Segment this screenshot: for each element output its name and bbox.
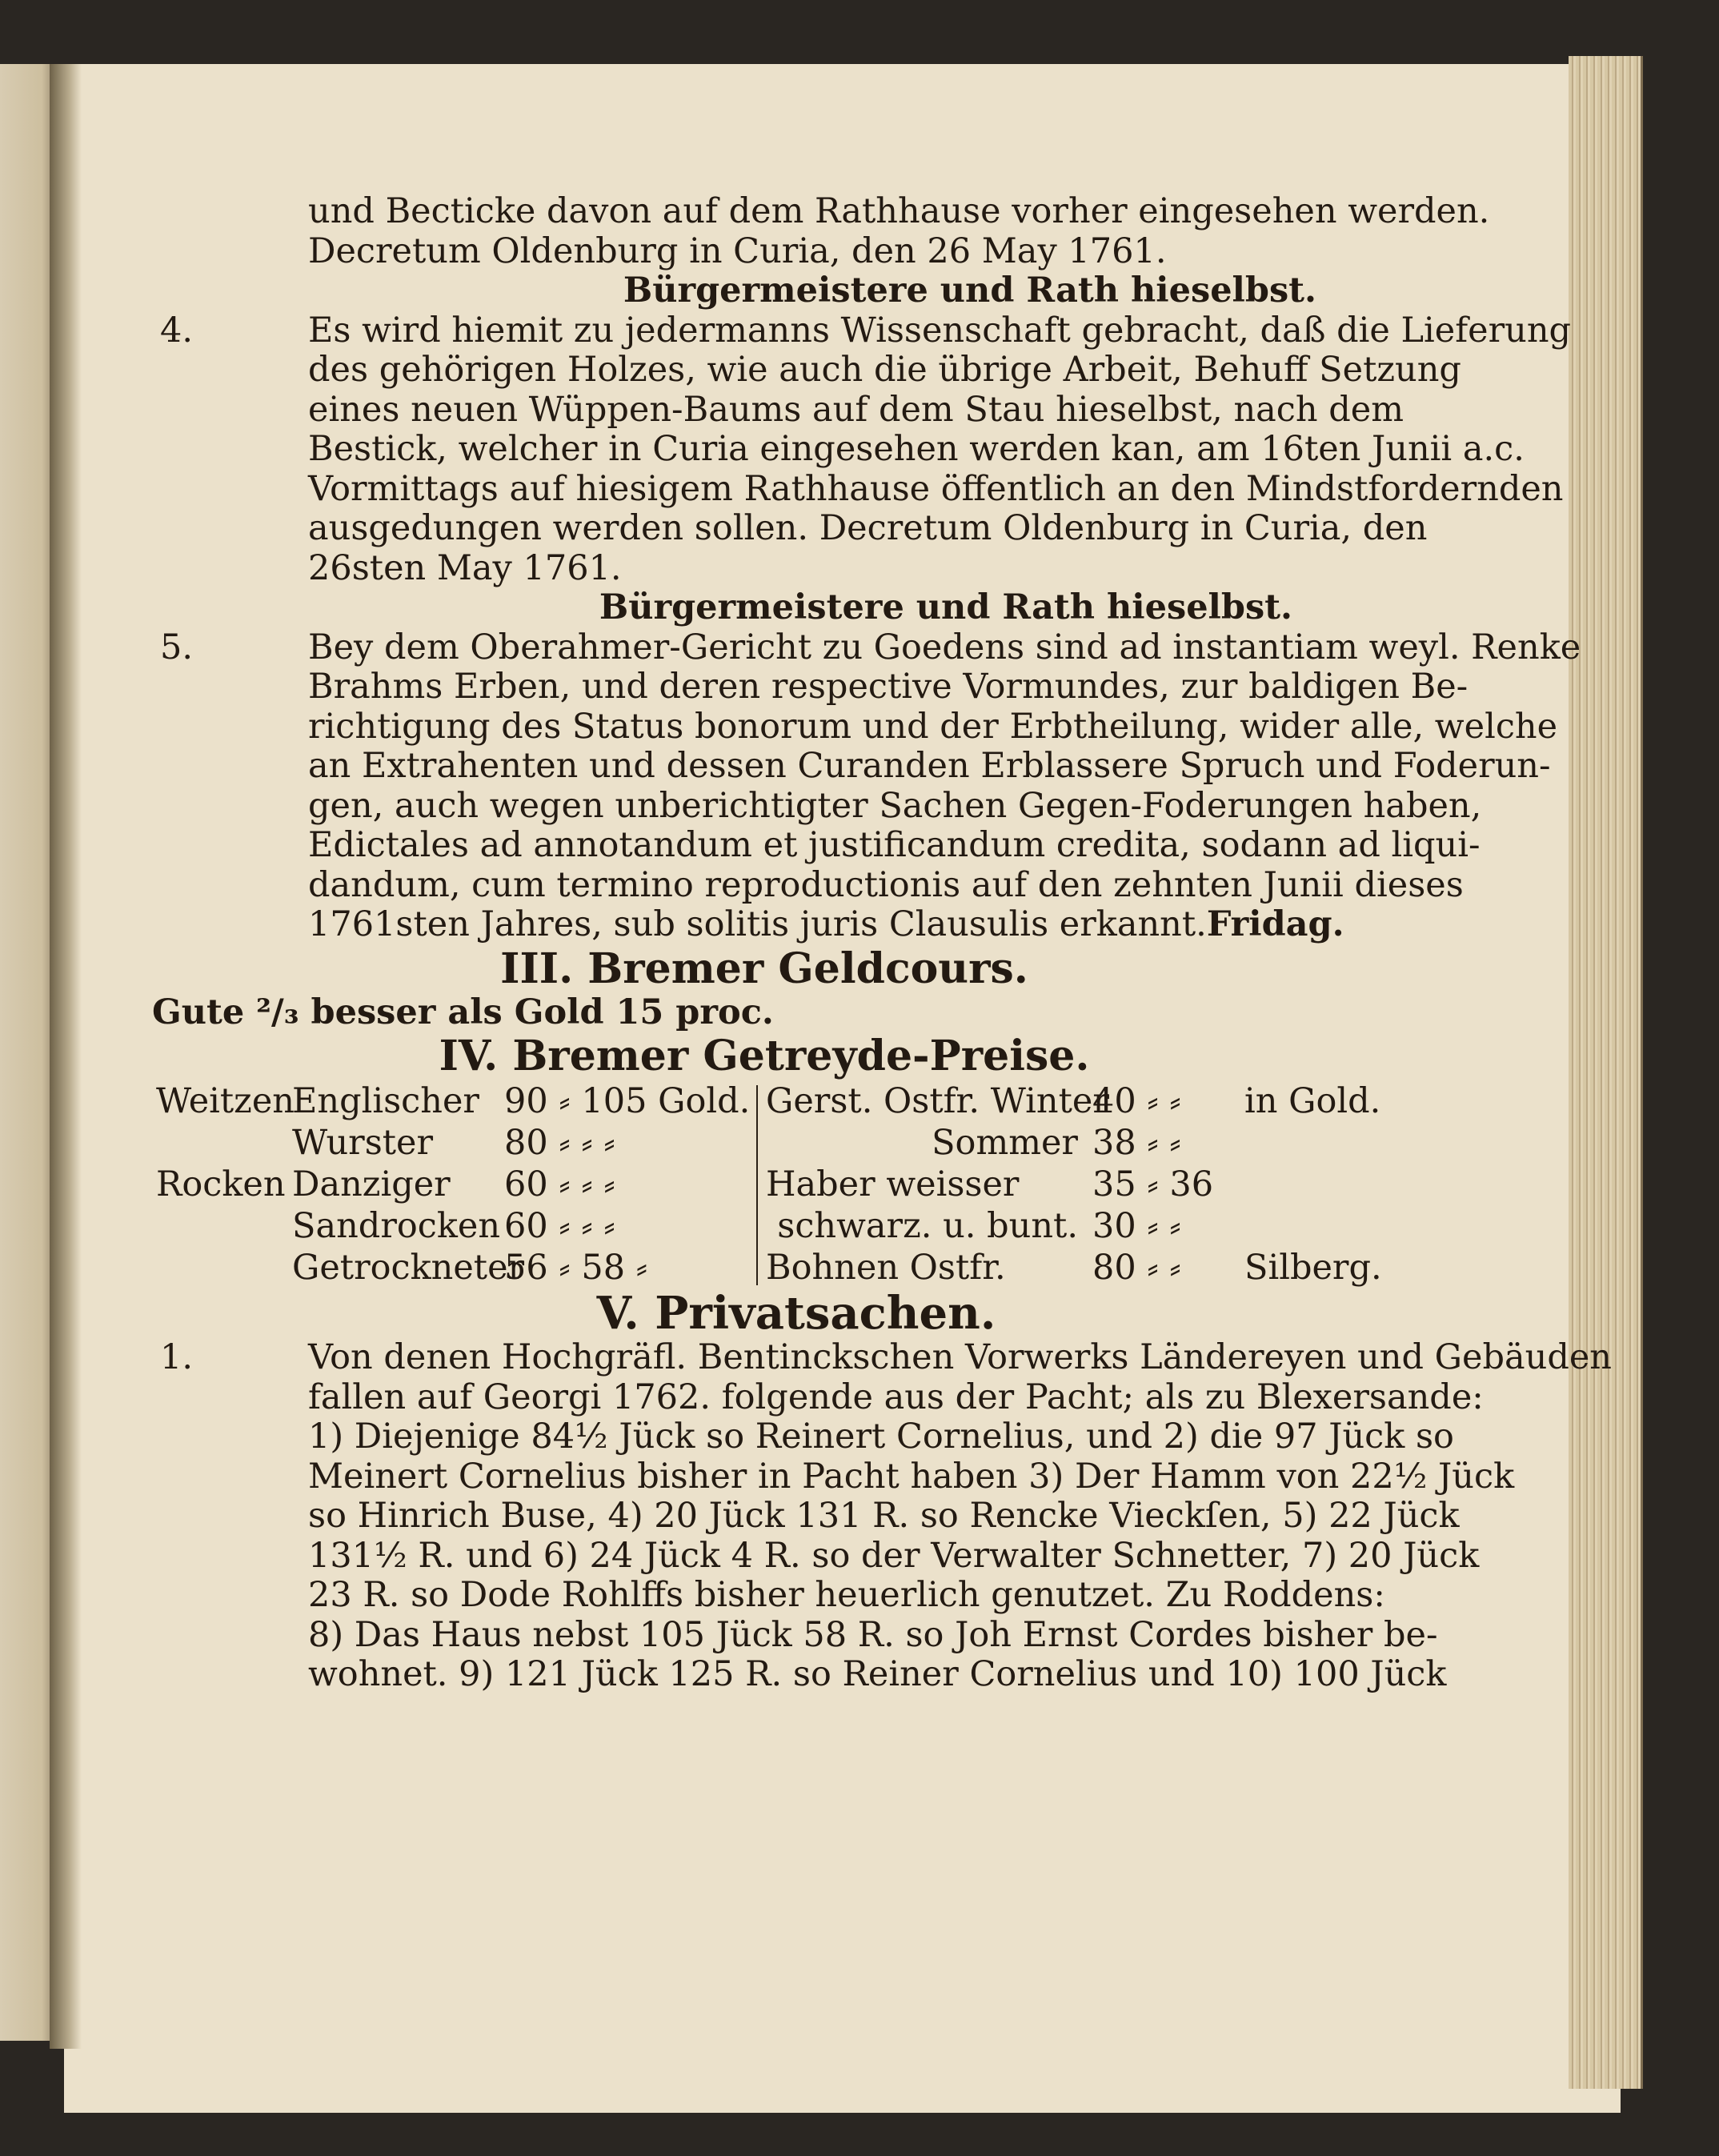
text-line: dandum, cum termino reproductionis auf den zehnten Junii dieses xyxy=(308,864,1464,905)
text-line: wohnet. 9) 121 Jück 125 R. so Reiner Cornelius und 10) 100 Jück xyxy=(308,1654,1447,1694)
section-heading-5: V. Privatsachen. xyxy=(596,1287,996,1340)
text-line: Brahms Erben, und deren respective Vormundes, zur baldigen Be- xyxy=(308,667,1469,707)
price-column-right xyxy=(766,1080,1382,1288)
text-line: des gehörigen Holzes, wie auch die übrige Arbeit, Behuff Setzung xyxy=(308,350,1461,390)
text-line: fallen auf Georgi 1762. folgende aus der Pacht; als zu Blexersande: xyxy=(308,1377,1484,1417)
text-line: gen, auch wegen unberichtigter Sachen Gegen-Foderungen haben, xyxy=(308,785,1482,826)
text-line: 26sten May 1761. xyxy=(308,547,622,588)
price-row: Sommer 38 ⸗ ⸗ xyxy=(932,1123,1181,1163)
signature: Bürgermeistere und Rath hieselbst. xyxy=(599,587,1292,627)
price-row: Haber weisser 35 ⸗ 36 xyxy=(766,1164,1214,1204)
price-row: Wurster 80 ⸗ ⸗ ⸗ xyxy=(292,1123,615,1163)
text-line: Edictales ad annotandum et justificandum credita, sodann ad liqui- xyxy=(308,825,1481,865)
signature: Fridag. xyxy=(1206,904,1344,944)
price-row: Getrockneter56 ⸗ 58 ⸗ xyxy=(292,1248,648,1288)
table-divider xyxy=(756,1085,758,1285)
price-row: WeitzenEnglischer 90 ⸗ 105 Gold. xyxy=(156,1081,751,1121)
text-line: Bestick, welcher in Curia eingesehen werden kan, am 16ten Junii a.c. xyxy=(308,429,1525,469)
text-line: 5. Bey dem Oberahmer-Gericht zu Goedens sind ad instantiam weyl. Renke xyxy=(160,627,1581,667)
text-line: 1. Von denen Hochgräfl. Bentinckschen Vorwerks Ländereyen und Gebäuden xyxy=(160,1337,1613,1377)
price-row: Bohnen Ostfr. 80 ⸗ ⸗ Silberg. xyxy=(766,1248,1382,1288)
text-line: 23 R. so Dode Rohlffs bisher heuerlich genutzet. Zu Roddens: xyxy=(308,1575,1385,1615)
price-row: Gerst. Ostfr. Winter40 ⸗ ⸗ in Gold. xyxy=(766,1081,1381,1121)
signature: Bürgermeistere und Rath hieselbst. xyxy=(623,271,1316,311)
exchange-note: Gute ²/₃ besser als Gold 15 proc. xyxy=(152,992,774,1032)
text-line: so Hinrich Buse, 4) 20 Jück 131 R. so Rencke Vieckſen, 5) 22 Jück xyxy=(308,1496,1460,1536)
item-number: 1. xyxy=(160,1337,194,1377)
price-row: schwarz. u. bunt. 30 ⸗ ⸗ xyxy=(777,1206,1181,1246)
text-line: an Extrahenten und dessen Curanden Erblassere Spruch und Foderun- xyxy=(308,746,1551,786)
text-line: 8) Das Haus nebst 105 Jück 58 R. so Joh Ernst Cordes bisher be- xyxy=(308,1614,1438,1655)
text-line: Vormittags auf hiesigem Rathhause öffentlich an den Mindstfordernden xyxy=(308,468,1564,509)
book-gutter xyxy=(50,64,82,2049)
item-number: 5. xyxy=(160,627,194,667)
price-column-left xyxy=(156,1080,752,1288)
text-line: Decretum Oldenburg in Curia, den 26 May 1761. xyxy=(308,230,1167,271)
text-line: 4. Es wird hiemit zu jedermanns Wissenschaft gebracht, daß die Lieferung xyxy=(160,310,1572,351)
page-text xyxy=(152,191,1613,1695)
text-line: 1) Diejenige 84½ Jück so Reinert Cornelius, und 2) die 97 Jück so xyxy=(308,1417,1454,1457)
text-line: eines neuen Wüppen-Baums auf dem Stau hieselbst, nach dem xyxy=(308,389,1404,430)
price-row: Sandrocken 60 ⸗ ⸗ ⸗ xyxy=(292,1206,615,1246)
text-line: richtigung des Status bonorum und der Erbtheilung, wider alle, welche xyxy=(308,706,1558,747)
item-number: 4. xyxy=(160,310,194,351)
section-heading-3: III. Bremer Geldcours. xyxy=(500,944,1028,993)
grain-price-table xyxy=(156,1080,1382,1288)
price-row: Rocken Danziger 60 ⸗ ⸗ ⸗ xyxy=(156,1164,615,1204)
text-line: Meinert Cornelius bisher in Pacht haben 3) Der Hamm von 22½ Jück xyxy=(308,1456,1515,1497)
text-line: 131½ R. und 6) 24 Jück 4 R. so der Verwalter Schnetter, 7) 20 Jück xyxy=(308,1535,1480,1576)
page-stack-edge xyxy=(1569,56,1643,2089)
text-line: und Bесticke davon auf dem Rathhause vorher eingesehen werden. xyxy=(308,191,1490,231)
text-line: ausgedungen werden sollen. Decretum Oldenburg in Curia, den xyxy=(308,508,1428,548)
section-heading-4: IV. Bremer Getreyde-Preise. xyxy=(439,1032,1090,1080)
text-line: 1761sten Jahres, sub solitis juris Clausulis erkannt. Fridag. xyxy=(308,904,1344,944)
